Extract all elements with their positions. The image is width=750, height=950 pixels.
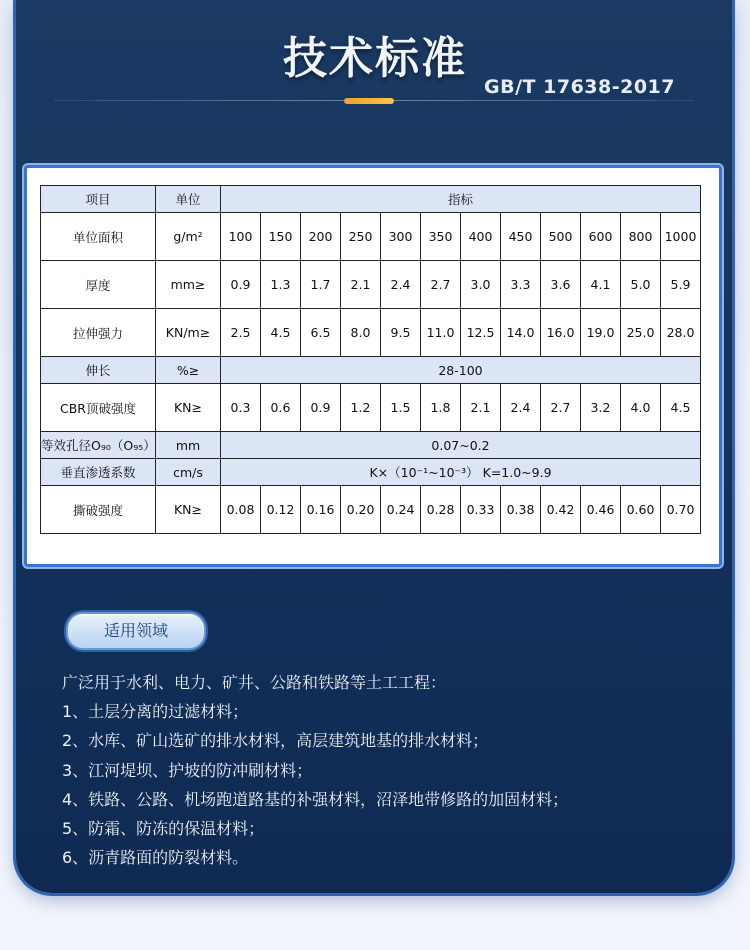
value-cell: 1.3 bbox=[261, 261, 301, 309]
value-cell: 350 bbox=[421, 213, 461, 261]
table-row bbox=[41, 486, 701, 534]
application-line: 广泛用于水利、电力、矿井、公路和铁路等土工工程： bbox=[62, 673, 447, 692]
value-cell: 0.46 bbox=[581, 486, 621, 534]
span-value-cell: 0.07~0.2 bbox=[221, 432, 701, 459]
application-line: 2、水库、矿山选矿的排水材料，高层建筑地基的排水材料； bbox=[62, 731, 489, 751]
value-cell: 5.9 bbox=[661, 261, 701, 309]
application-line: 6、沥青路面的防裂材料。 bbox=[62, 848, 249, 868]
value-cell: 3.0 bbox=[461, 261, 501, 309]
row-item-cell: 单位面积 bbox=[41, 213, 156, 261]
value-cell: 2.5 bbox=[221, 309, 261, 357]
row-item-cell: 撕破强度 bbox=[41, 486, 156, 534]
row-unit-cell: mm≥ bbox=[156, 261, 221, 309]
table-row bbox=[41, 309, 701, 357]
value-cell: 2.1 bbox=[461, 384, 501, 432]
value-cell: 0.38 bbox=[501, 486, 541, 534]
table-header-row bbox=[41, 186, 701, 213]
value-cell: 600 bbox=[581, 213, 621, 261]
span-value-cell: K×（10⁻¹~10⁻³） K=1.0~9.9 bbox=[221, 459, 701, 486]
value-cell: 2.4 bbox=[501, 384, 541, 432]
span-value-cell: 28-100 bbox=[221, 357, 701, 384]
value-cell: 800 bbox=[621, 213, 661, 261]
table-row bbox=[41, 432, 701, 459]
value-cell: 0.6 bbox=[261, 384, 301, 432]
value-cell: 3.3 bbox=[501, 261, 541, 309]
value-cell: 2.7 bbox=[541, 384, 581, 432]
value-cell: 1.5 bbox=[381, 384, 421, 432]
value-cell: 4.0 bbox=[621, 384, 661, 432]
row-unit-cell: KN≥ bbox=[156, 384, 221, 432]
spec-table-card bbox=[24, 165, 722, 567]
table-row bbox=[41, 384, 701, 432]
value-cell: 28.0 bbox=[661, 309, 701, 357]
header-spec-cell: 指标 bbox=[221, 186, 701, 213]
value-cell: 0.28 bbox=[421, 486, 461, 534]
value-cell: 0.08 bbox=[221, 486, 261, 534]
value-cell: 12.5 bbox=[461, 309, 501, 357]
value-cell: 2.7 bbox=[421, 261, 461, 309]
value-cell: 0.70 bbox=[661, 486, 701, 534]
value-cell: 9.5 bbox=[381, 309, 421, 357]
application-line: 4、铁路、公路、机场跑道路基的补强材料，沼泽地带修路的加固材料； bbox=[62, 789, 569, 809]
value-cell: 200 bbox=[301, 213, 341, 261]
row-unit-cell: KN/m≥ bbox=[156, 309, 221, 357]
value-cell: 0.16 bbox=[301, 486, 341, 534]
value-cell: 14.0 bbox=[501, 309, 541, 357]
value-cell: 400 bbox=[461, 213, 501, 261]
row-item-cell: 厚度 bbox=[41, 261, 156, 309]
value-cell: 1000 bbox=[661, 213, 701, 261]
value-cell: 0.24 bbox=[381, 486, 421, 534]
row-unit-cell: KN≥ bbox=[156, 486, 221, 534]
value-cell: 500 bbox=[541, 213, 581, 261]
value-cell: 6.5 bbox=[301, 309, 341, 357]
value-cell: 0.42 bbox=[541, 486, 581, 534]
page-title: 技术标准 bbox=[283, 33, 467, 84]
value-cell: 1.2 bbox=[341, 384, 381, 432]
value-cell: 0.12 bbox=[261, 486, 301, 534]
value-cell: 0.9 bbox=[301, 384, 341, 432]
application-list bbox=[62, 668, 712, 872]
value-cell: 150 bbox=[261, 213, 301, 261]
value-cell: 0.60 bbox=[621, 486, 661, 534]
value-cell: 2.4 bbox=[381, 261, 421, 309]
value-cell: 16.0 bbox=[541, 309, 581, 357]
value-cell: 2.1 bbox=[341, 261, 381, 309]
value-cell: 4.5 bbox=[261, 309, 301, 357]
application-line: 1、土层分离的过滤材料； bbox=[62, 702, 249, 722]
row-unit-cell: g/m² bbox=[156, 213, 221, 261]
row-item-cell: 拉伸强力 bbox=[41, 309, 156, 357]
value-cell: 25.0 bbox=[621, 309, 661, 357]
value-cell: 4.1 bbox=[581, 261, 621, 309]
value-cell: 11.0 bbox=[421, 309, 461, 357]
row-item-cell: 垂直渗透系数 bbox=[41, 459, 156, 486]
spec-table bbox=[40, 185, 701, 534]
value-cell: 300 bbox=[381, 213, 421, 261]
row-unit-cell: cm/s bbox=[156, 459, 221, 486]
value-cell: 1.7 bbox=[301, 261, 341, 309]
value-cell: 4.5 bbox=[661, 384, 701, 432]
table-row bbox=[41, 459, 701, 486]
application-label: 适用领域 bbox=[66, 612, 206, 650]
value-cell: 3.2 bbox=[581, 384, 621, 432]
value-cell: 0.20 bbox=[341, 486, 381, 534]
value-cell: 0.9 bbox=[221, 261, 261, 309]
standard-code: GB/T 17638-2017 bbox=[484, 76, 675, 98]
table-row bbox=[41, 213, 701, 261]
application-line: 5、防霜、防冻的保温材料； bbox=[62, 818, 265, 838]
row-item-cell: CBR顶破强度 bbox=[41, 384, 156, 432]
header-item-cell: 项目 bbox=[41, 186, 156, 213]
value-cell: 450 bbox=[501, 213, 541, 261]
value-cell: 0.33 bbox=[461, 486, 501, 534]
row-unit-cell: %≥ bbox=[156, 357, 221, 384]
row-unit-cell: mm bbox=[156, 432, 221, 459]
table-row bbox=[41, 357, 701, 384]
value-cell: 19.0 bbox=[581, 309, 621, 357]
value-cell: 250 bbox=[341, 213, 381, 261]
row-item-cell: 等效孔径O₉₀（O₉₅） bbox=[41, 432, 156, 459]
table-row bbox=[41, 261, 701, 309]
value-cell: 8.0 bbox=[341, 309, 381, 357]
value-cell: 0.3 bbox=[221, 384, 261, 432]
value-cell: 1.8 bbox=[421, 384, 461, 432]
value-cell: 100 bbox=[221, 213, 261, 261]
row-item-cell: 伸长 bbox=[41, 357, 156, 384]
application-line: 3、江河堤坝、护坡的防冲刷材料； bbox=[62, 760, 313, 780]
accent-bar bbox=[344, 98, 394, 104]
header-unit-cell: 单位 bbox=[156, 186, 221, 213]
value-cell: 5.0 bbox=[621, 261, 661, 309]
value-cell: 3.6 bbox=[541, 261, 581, 309]
